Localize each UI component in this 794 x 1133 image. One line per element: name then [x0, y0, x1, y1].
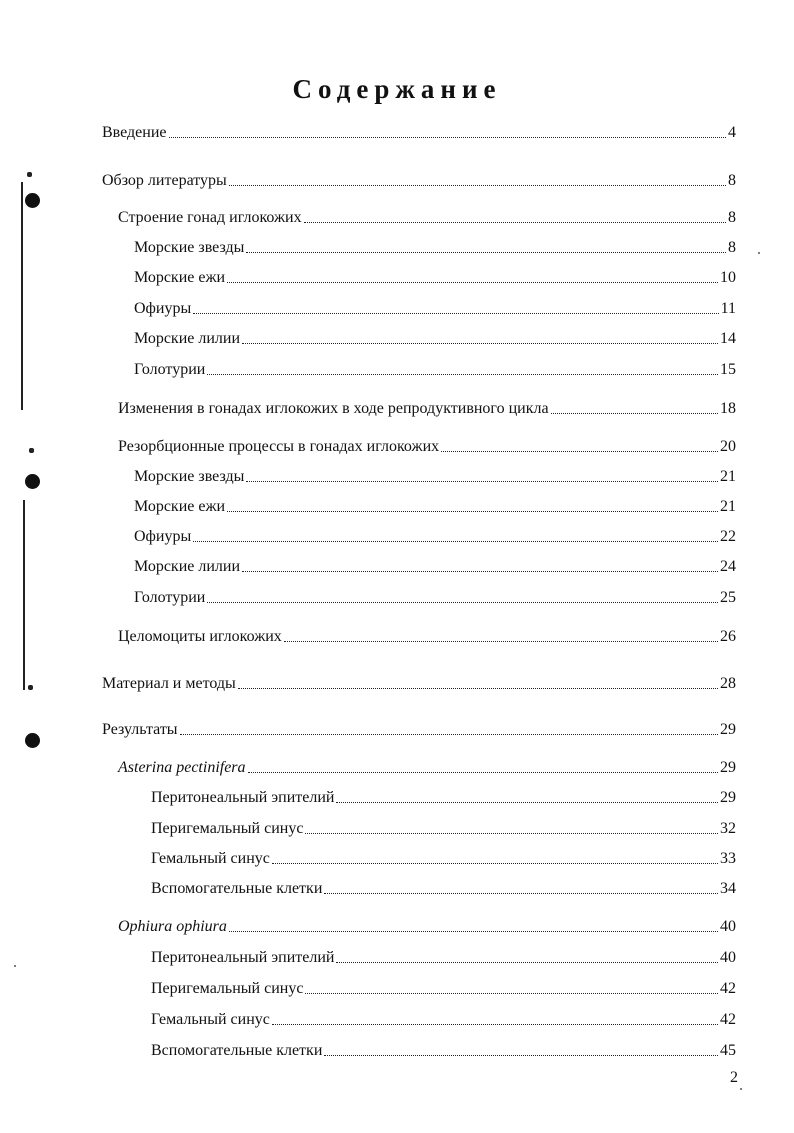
- toc-entry[interactable]: [151, 977, 736, 999]
- toc-entry[interactable]: [118, 435, 736, 457]
- toc-entry-page: 10: [720, 269, 736, 286]
- page-title: Содержание: [292, 74, 502, 104]
- toc-entry[interactable]: [134, 266, 736, 288]
- toc-entry-label: Морские лилии: [134, 330, 241, 347]
- toc-entry[interactable]: [134, 465, 736, 487]
- toc-entry-page: 4: [728, 124, 736, 141]
- toc-dot-leader: [207, 602, 718, 603]
- toc-dot-leader: [193, 313, 718, 314]
- toc-entry-label: Строение гонад иглокожих: [118, 209, 302, 226]
- toc-entry[interactable]: [134, 358, 736, 380]
- toc-entry[interactable]: [134, 525, 736, 547]
- toc-dot-leader: [238, 688, 718, 689]
- toc-dot-leader: [227, 511, 718, 512]
- toc-dot-leader: [272, 1024, 718, 1025]
- toc-dot-leader: [246, 481, 718, 482]
- toc-dot-leader: [284, 641, 718, 642]
- toc-entry-page: 8: [728, 239, 736, 256]
- toc-entry-page: 14: [720, 330, 736, 347]
- toc-entry[interactable]: [118, 397, 736, 419]
- toc-entry[interactable]: [118, 915, 736, 937]
- toc-dot-leader: [336, 802, 718, 803]
- toc-dot-leader: [242, 343, 718, 344]
- toc-entry-page: 28: [720, 675, 736, 692]
- toc-entry-page: 15: [720, 361, 736, 378]
- toc-entry-page: 18: [720, 400, 736, 417]
- toc-entry-label: Морские звезды: [134, 239, 245, 256]
- toc-entry[interactable]: [151, 877, 736, 899]
- toc-entry-page: 40: [720, 949, 736, 966]
- toc-dot-leader: [305, 833, 718, 834]
- toc-entry-label: Офиуры: [134, 528, 192, 545]
- toc-entry[interactable]: [151, 817, 736, 839]
- toc-dot-leader: [193, 541, 718, 542]
- toc-entry[interactable]: [134, 495, 736, 517]
- toc-entry-page: 21: [720, 468, 736, 485]
- toc-entry[interactable]: [134, 297, 736, 319]
- toc-entry-label: Морские ежи: [134, 498, 226, 515]
- toc-entry-label: Целомоциты иглокожих: [118, 628, 282, 645]
- toc-entry-label: Перитонеальный эпителий: [151, 949, 335, 966]
- toc-entry-page: 24: [720, 558, 736, 575]
- toc-dot-leader: [169, 137, 727, 138]
- toc-entry-label: Перигемальный синус: [151, 820, 304, 837]
- toc-entry-label: Голотурии: [134, 589, 206, 606]
- toc-entry-page: 11: [720, 300, 736, 317]
- toc-dot-leader: [246, 252, 726, 253]
- toc-entry-label: Морские звезды: [134, 468, 245, 485]
- toc-entry-page: 8: [728, 172, 736, 189]
- toc-dot-leader: [336, 962, 718, 963]
- toc-entry-label: Гемальный синус: [151, 850, 270, 867]
- toc-entry[interactable]: [118, 756, 736, 778]
- toc-entry-label: Введение: [102, 124, 167, 141]
- toc-dot-leader: [207, 374, 718, 375]
- toc-entry-page: 32: [720, 820, 736, 837]
- toc-entry[interactable]: [134, 555, 736, 577]
- toc-entry-label: Морские ежи: [134, 269, 226, 286]
- toc-entry-page: 34: [720, 880, 736, 897]
- toc-entry-label: Голотурии: [134, 361, 206, 378]
- toc-dot-leader: [304, 222, 726, 223]
- page-number: 2: [730, 1069, 738, 1086]
- toc-entry-page: 40: [720, 918, 736, 935]
- toc-dot-leader: [229, 185, 726, 186]
- toc-dot-leader: [441, 451, 718, 452]
- toc-entry-page: 45: [720, 1042, 736, 1059]
- toc-entry-label: Резорбционные процессы в гонадах иглокожих: [118, 438, 440, 455]
- toc-entry-page: 42: [720, 1011, 736, 1028]
- toc-entry[interactable]: [151, 1008, 736, 1030]
- toc-entry[interactable]: [151, 786, 736, 808]
- toc-entry-label: Вспомогательные клетки: [151, 1042, 323, 1059]
- toc-entry-page: 22: [720, 528, 736, 545]
- toc-entry[interactable]: [118, 625, 736, 647]
- toc-entry-label: Изменения в гонадах иглокожих в ходе репродуктивного цикла: [118, 400, 549, 417]
- toc-entry-page: 20: [720, 438, 736, 455]
- toc-entry-page: 29: [720, 759, 736, 776]
- toc-entry[interactable]: [102, 672, 736, 694]
- toc-dot-leader: [551, 413, 718, 414]
- toc-entry-page: 25: [720, 589, 736, 606]
- toc-entry-label: Офиуры: [134, 300, 192, 317]
- toc-dot-leader: [227, 282, 718, 283]
- toc-entry[interactable]: [151, 847, 736, 869]
- toc-entry-label: Вспомогательные клетки: [151, 880, 323, 897]
- toc-entry-page: 29: [720, 721, 736, 738]
- toc-dot-leader: [180, 734, 718, 735]
- toc-entry-page: 42: [720, 980, 736, 997]
- toc-entry-label: Материал и методы: [102, 675, 236, 692]
- toc-entry-label: Перигемальный синус: [151, 980, 304, 997]
- toc-entry-label: Обзор литературы: [102, 172, 227, 189]
- toc-dot-leader: [272, 863, 718, 864]
- toc-entry-page: 21: [720, 498, 736, 515]
- toc-entry-label: Результаты: [102, 721, 178, 738]
- toc-dot-leader: [324, 893, 718, 894]
- toc-entry-label: Перитонеальный эпителий: [151, 789, 335, 806]
- toc-entry-page: 8: [728, 209, 736, 226]
- toc-entry-label: Морские лилии: [134, 558, 241, 575]
- toc-entry[interactable]: [102, 121, 736, 143]
- toc-dot-leader: [242, 571, 718, 572]
- toc-entry[interactable]: [118, 206, 736, 228]
- toc-entry-page: 29: [720, 789, 736, 806]
- toc-entry-page: 26: [720, 628, 736, 645]
- toc-entry-label: Ophiura ophiura: [118, 918, 227, 935]
- toc-entry-label: Asterina pectinifera: [118, 759, 246, 776]
- toc-entry[interactable]: [102, 169, 736, 191]
- toc-entry[interactable]: [134, 236, 736, 258]
- toc-entry-page: 33: [720, 850, 736, 867]
- toc-entry[interactable]: [151, 1039, 736, 1061]
- toc-dot-leader: [248, 772, 718, 773]
- toc-entry[interactable]: [134, 327, 736, 349]
- toc-entry[interactable]: [151, 946, 736, 968]
- toc-entry[interactable]: [102, 718, 736, 740]
- toc-dot-leader: [305, 993, 718, 994]
- toc-dot-leader: [324, 1055, 718, 1056]
- toc-entry[interactable]: [134, 586, 736, 608]
- toc-dot-leader: [229, 931, 718, 932]
- toc-entry-label: Гемальный синус: [151, 1011, 270, 1028]
